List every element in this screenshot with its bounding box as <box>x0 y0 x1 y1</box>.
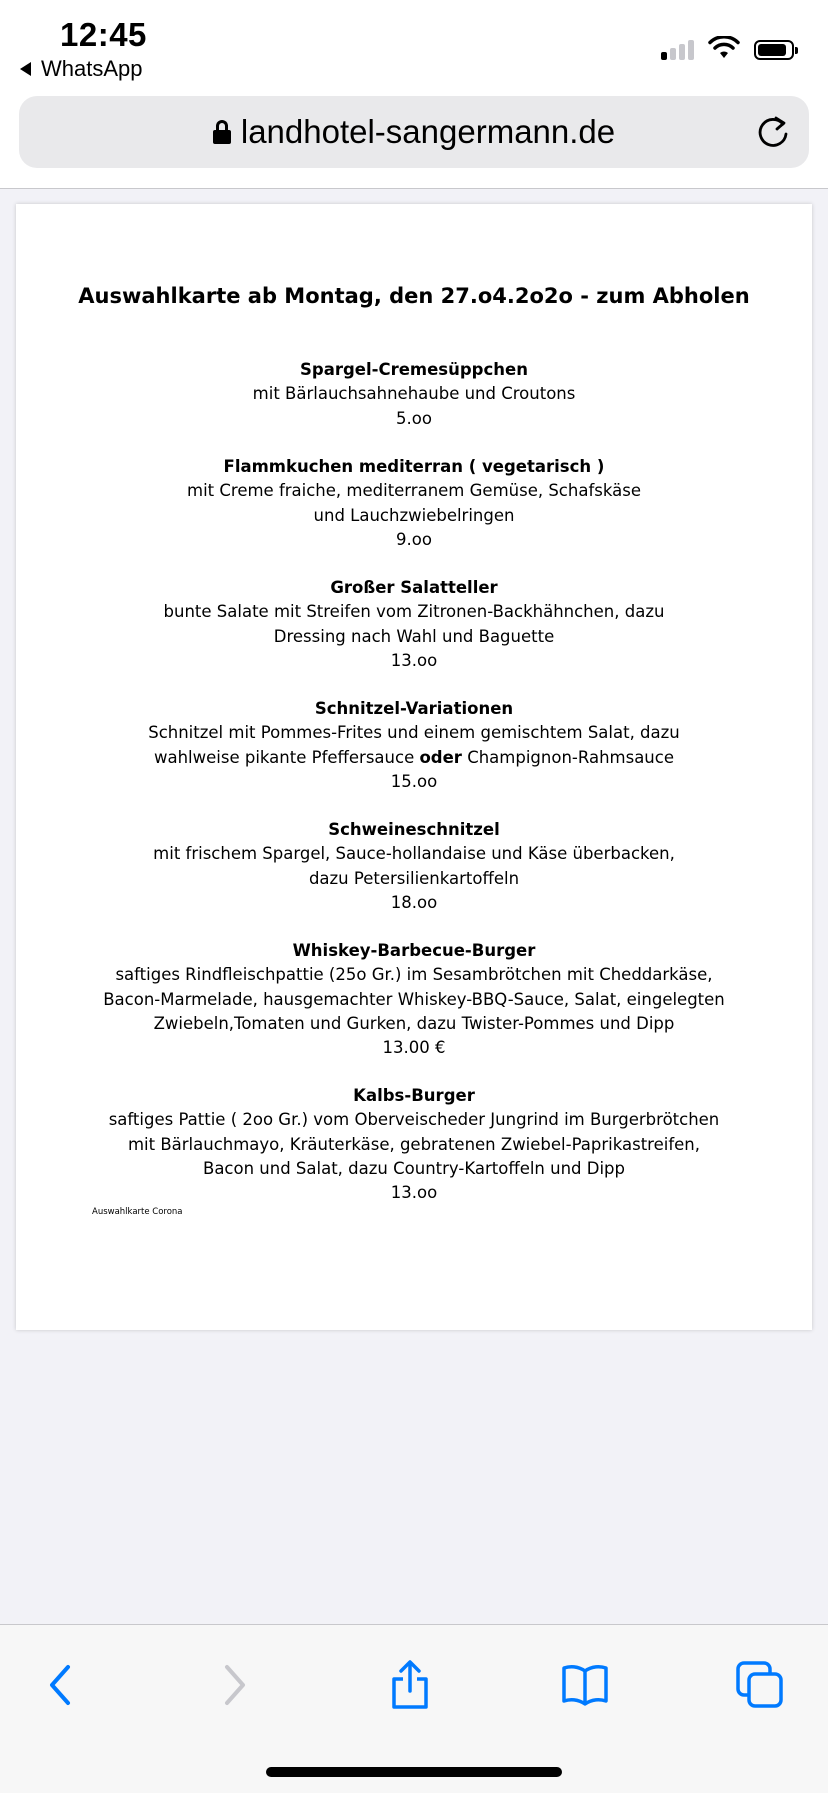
dish-description: Schnitzel mit Pommes-Frites und einem gemischtem Salat, dazu <box>148 723 680 743</box>
document-page <box>16 204 812 1330</box>
battery-icon <box>754 40 794 60</box>
dish-description: und Lauchzwiebelringen <box>313 505 515 525</box>
dish-description: dazu Petersilienkartoffeln <box>308 868 520 888</box>
dish-description: Zwiebeln,Tomaten und Gurken, dazu Twister-Pommes und Dipp <box>153 1013 675 1033</box>
back-button[interactable] <box>30 1655 90 1715</box>
reload-icon[interactable] <box>753 112 793 152</box>
menu-title: Auswahlkarte ab Montag, den 27.o4.2o2o - zum Abholen <box>78 284 750 308</box>
cellular-signal-icon <box>661 38 694 60</box>
dish-name: Schnitzel-Variationen <box>314 699 514 718</box>
bookmarks-button[interactable] <box>555 1655 615 1715</box>
share-button[interactable] <box>380 1655 440 1715</box>
browser-toolbar <box>0 84 828 189</box>
dish-price: 9.oo <box>396 529 432 549</box>
dish-name: Spargel-Cremesüppchen <box>300 360 528 379</box>
dish-schweineschnitzel <box>16 818 812 915</box>
url-text: landhotel-sangermann.de <box>240 113 616 150</box>
tabs-icon <box>734 1659 786 1711</box>
dish-price: 13.00 € <box>382 1038 446 1058</box>
dish-whiskey-burger <box>16 939 812 1060</box>
dish-name: Schweineschnitzel <box>328 820 500 839</box>
dish-description: wahlweise pikante Pfeffersauce oder Champignon-Rahmsauce <box>153 747 674 767</box>
dish-price: 13.oo <box>390 1183 438 1203</box>
dish-description: mit Bärlauchmayo, Kräuterkäse, gebratenen Zwiebel-Paprikastreifen, <box>127 1134 701 1154</box>
dish-description: bunte Salate mit Streifen vom Zitronen-Backhähnchen, dazu <box>163 602 665 622</box>
browser-bottom-toolbar <box>0 1624 828 1793</box>
share-icon <box>388 1659 432 1711</box>
dish-description: Dressing nach Wahl und Baguette <box>273 626 555 646</box>
chevron-right-icon <box>215 1661 255 1709</box>
emphasis-oder: oder <box>419 747 462 767</box>
dish-description: mit Creme fraiche, mediterranem Gemüse, Schafskäse <box>187 481 641 501</box>
dish-name: Flammkuchen mediterran ( vegetarisch ) <box>223 457 605 476</box>
dish-description: saftiges Pattie ( 2oo Gr.) vom Oberveischeder Jungrind im Burgerbrötchen <box>108 1110 720 1130</box>
dish-description: mit frischem Spargel, Sauce-hollandaise und Käse überbacken, <box>153 844 675 864</box>
dish-description: mit Bärlauchsahnehaube und Croutons <box>252 384 576 404</box>
dish-price: 13.oo <box>390 650 438 670</box>
dish-description: Bacon-Marmelade, hausgemachter Whiskey-BBQ-Sauce, Salat, eingelegten <box>103 989 725 1009</box>
dish-name: Großer Salatteller <box>330 578 498 597</box>
home-indicator[interactable] <box>266 1767 562 1777</box>
status-indicators <box>661 36 794 60</box>
dish-salatteller <box>16 576 812 673</box>
dish-schnitzel-variationen <box>16 697 812 794</box>
dish-price: 18.oo <box>390 892 438 912</box>
back-triangle-icon <box>20 62 31 76</box>
dish-description: saftiges Rindfleischpattie (25o Gr.) im Sesambrötchen mit Cheddarkäse, <box>115 965 713 985</box>
status-bar <box>0 0 828 84</box>
dish-kalbs-burger <box>16 1084 812 1205</box>
dish-price: 5.oo <box>396 408 432 428</box>
dish-name: Whiskey-Barbecue-Burger <box>292 941 536 960</box>
dish-flammkuchen <box>16 455 812 552</box>
document-footer: Auswahlkarte Corona <box>92 1207 183 1217</box>
dish-description: Bacon und Salat, dazu Country-Kartoffeln und Dipp <box>203 1158 625 1178</box>
address-bar[interactable] <box>19 96 809 168</box>
back-app-label: WhatsApp <box>41 56 143 81</box>
wifi-icon <box>708 36 740 60</box>
back-to-app-button[interactable] <box>20 56 143 82</box>
dish-price: 15.oo <box>390 771 438 791</box>
dish-name: Kalbs-Burger <box>353 1086 475 1105</box>
book-icon <box>560 1663 610 1707</box>
chevron-left-icon <box>40 1661 80 1709</box>
lock-icon <box>213 120 231 144</box>
tabs-button[interactable] <box>730 1655 790 1715</box>
forward-button[interactable] <box>205 1655 265 1715</box>
dish-spargel-suppe <box>16 358 812 431</box>
status-time: 12:45 <box>60 16 147 53</box>
